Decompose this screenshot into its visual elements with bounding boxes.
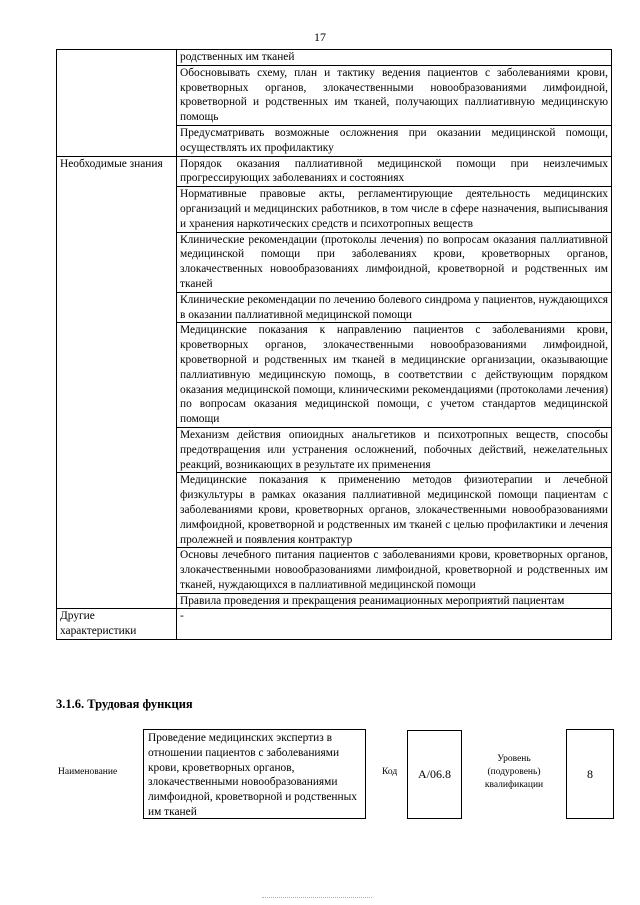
row-label-knowledge: Необходимые знания [57, 156, 177, 609]
row-item: Клинические рекомендации (протоколы лечения) по вопросам оказания паллиативной медицинской помощи при заболеваниях крови, кроветворных органов, злокачественных новообразованиях лимфоидной, кроветворной и родственных им тканей [177, 232, 612, 292]
row-item: Обосновывать схему, план и тактику ведения пациентов с заболеваниями крови, кроветворных органов, злокачественными новообразованиями лимфоидной, кроветворной и родственных им тканей, получающих паллиативную медицинскую помощь [177, 65, 612, 125]
competency-table [56, 49, 612, 640]
section-title: 3.1.6. Трудовая функция [56, 697, 193, 711]
row-item: Медицинские показания к направлению пациентов с заболеваниями крови, кроветворных органов, злокачественными новообразованиями лимфоидной, кроветворной и родственных им тканей в медицинские организации, оказывающие паллиативную медицинскую помощь, в соответствии с действующим порядком оказания медицинской помощи, клиническими рекомендациями (протоколами лечения) по вопросам оказания медицинской помощи, с учетом стандартов медицинской помощи [177, 323, 612, 428]
row-item: - [177, 609, 612, 640]
qualification-level-box: 8 [566, 729, 614, 819]
code-label: Код [382, 767, 398, 777]
row-item: Клинические рекомендации по лечению болевого синдрома у пациентов, нуждающихся в оказании паллиативной медицинской помощи [177, 292, 612, 323]
table-row [57, 50, 612, 66]
row-item: Предусматривать возможные осложнения при оказании медицинской помощи, осуществлять их профилактику [177, 125, 612, 156]
table-row [57, 156, 612, 187]
table-row [57, 609, 612, 640]
row-item: Порядок оказания паллиативной медицинской помощи при неизлечимых прогрессирующих заболеваниях и состояниях [177, 156, 612, 187]
row-item: Медицинские показания к применению методов физиотерапии и лечебной физкультуры в рамках оказания паллиативной медицинской помощи пациентам с заболеваниями крови, кроветворных органов, злокачественными новообразованиями лимфоидной, кроветворной и родственных им тканей с целью профилактики и лечения пролежней и появления контрактур [177, 473, 612, 548]
row-item: родственных им тканей [177, 50, 612, 66]
row-label [57, 50, 177, 157]
function-name-box: Проведение медицинских экспертиз в отношении пациентов с заболеваниями крови, кроветворных органов, злокачественными новообразованиями лимфоидной, кроветворной и родственных им тканей [143, 729, 366, 819]
row-item: Нормативные правовые акты, регламентирующие деятельность медицинских организаций и медицинских работников, в том числе в сфере назначения, выписывания и хранения наркотических средств и психотропных веществ [177, 187, 612, 232]
footer-mark [262, 897, 372, 901]
row-item: Механизм действия опиоидных анальгетиков и психотропных веществ, способы предотвращения или устранения осложнений, побочных действий, нежелательных реакций, возникающих в результате их применения [177, 427, 612, 472]
name-label: Наименование [58, 767, 118, 777]
code-box: А/06.8 [407, 730, 462, 819]
row-label-other: Другие характеристики [57, 609, 177, 640]
page-number: 17 [314, 30, 326, 44]
row-item: Правила проведения и прекращения реанимационных мероприятий пациентам [177, 593, 612, 609]
qualification-level-label: Уровень (подуровень) квалификации [484, 754, 544, 790]
row-item: Основы лечебного питания пациентов с заболеваниями крови, кроветворных органов, злокачественными новообразованиями лимфоидной, кроветворной и родственных им тканей, нуждающихся в паллиативной медицинской помощи [177, 548, 612, 593]
